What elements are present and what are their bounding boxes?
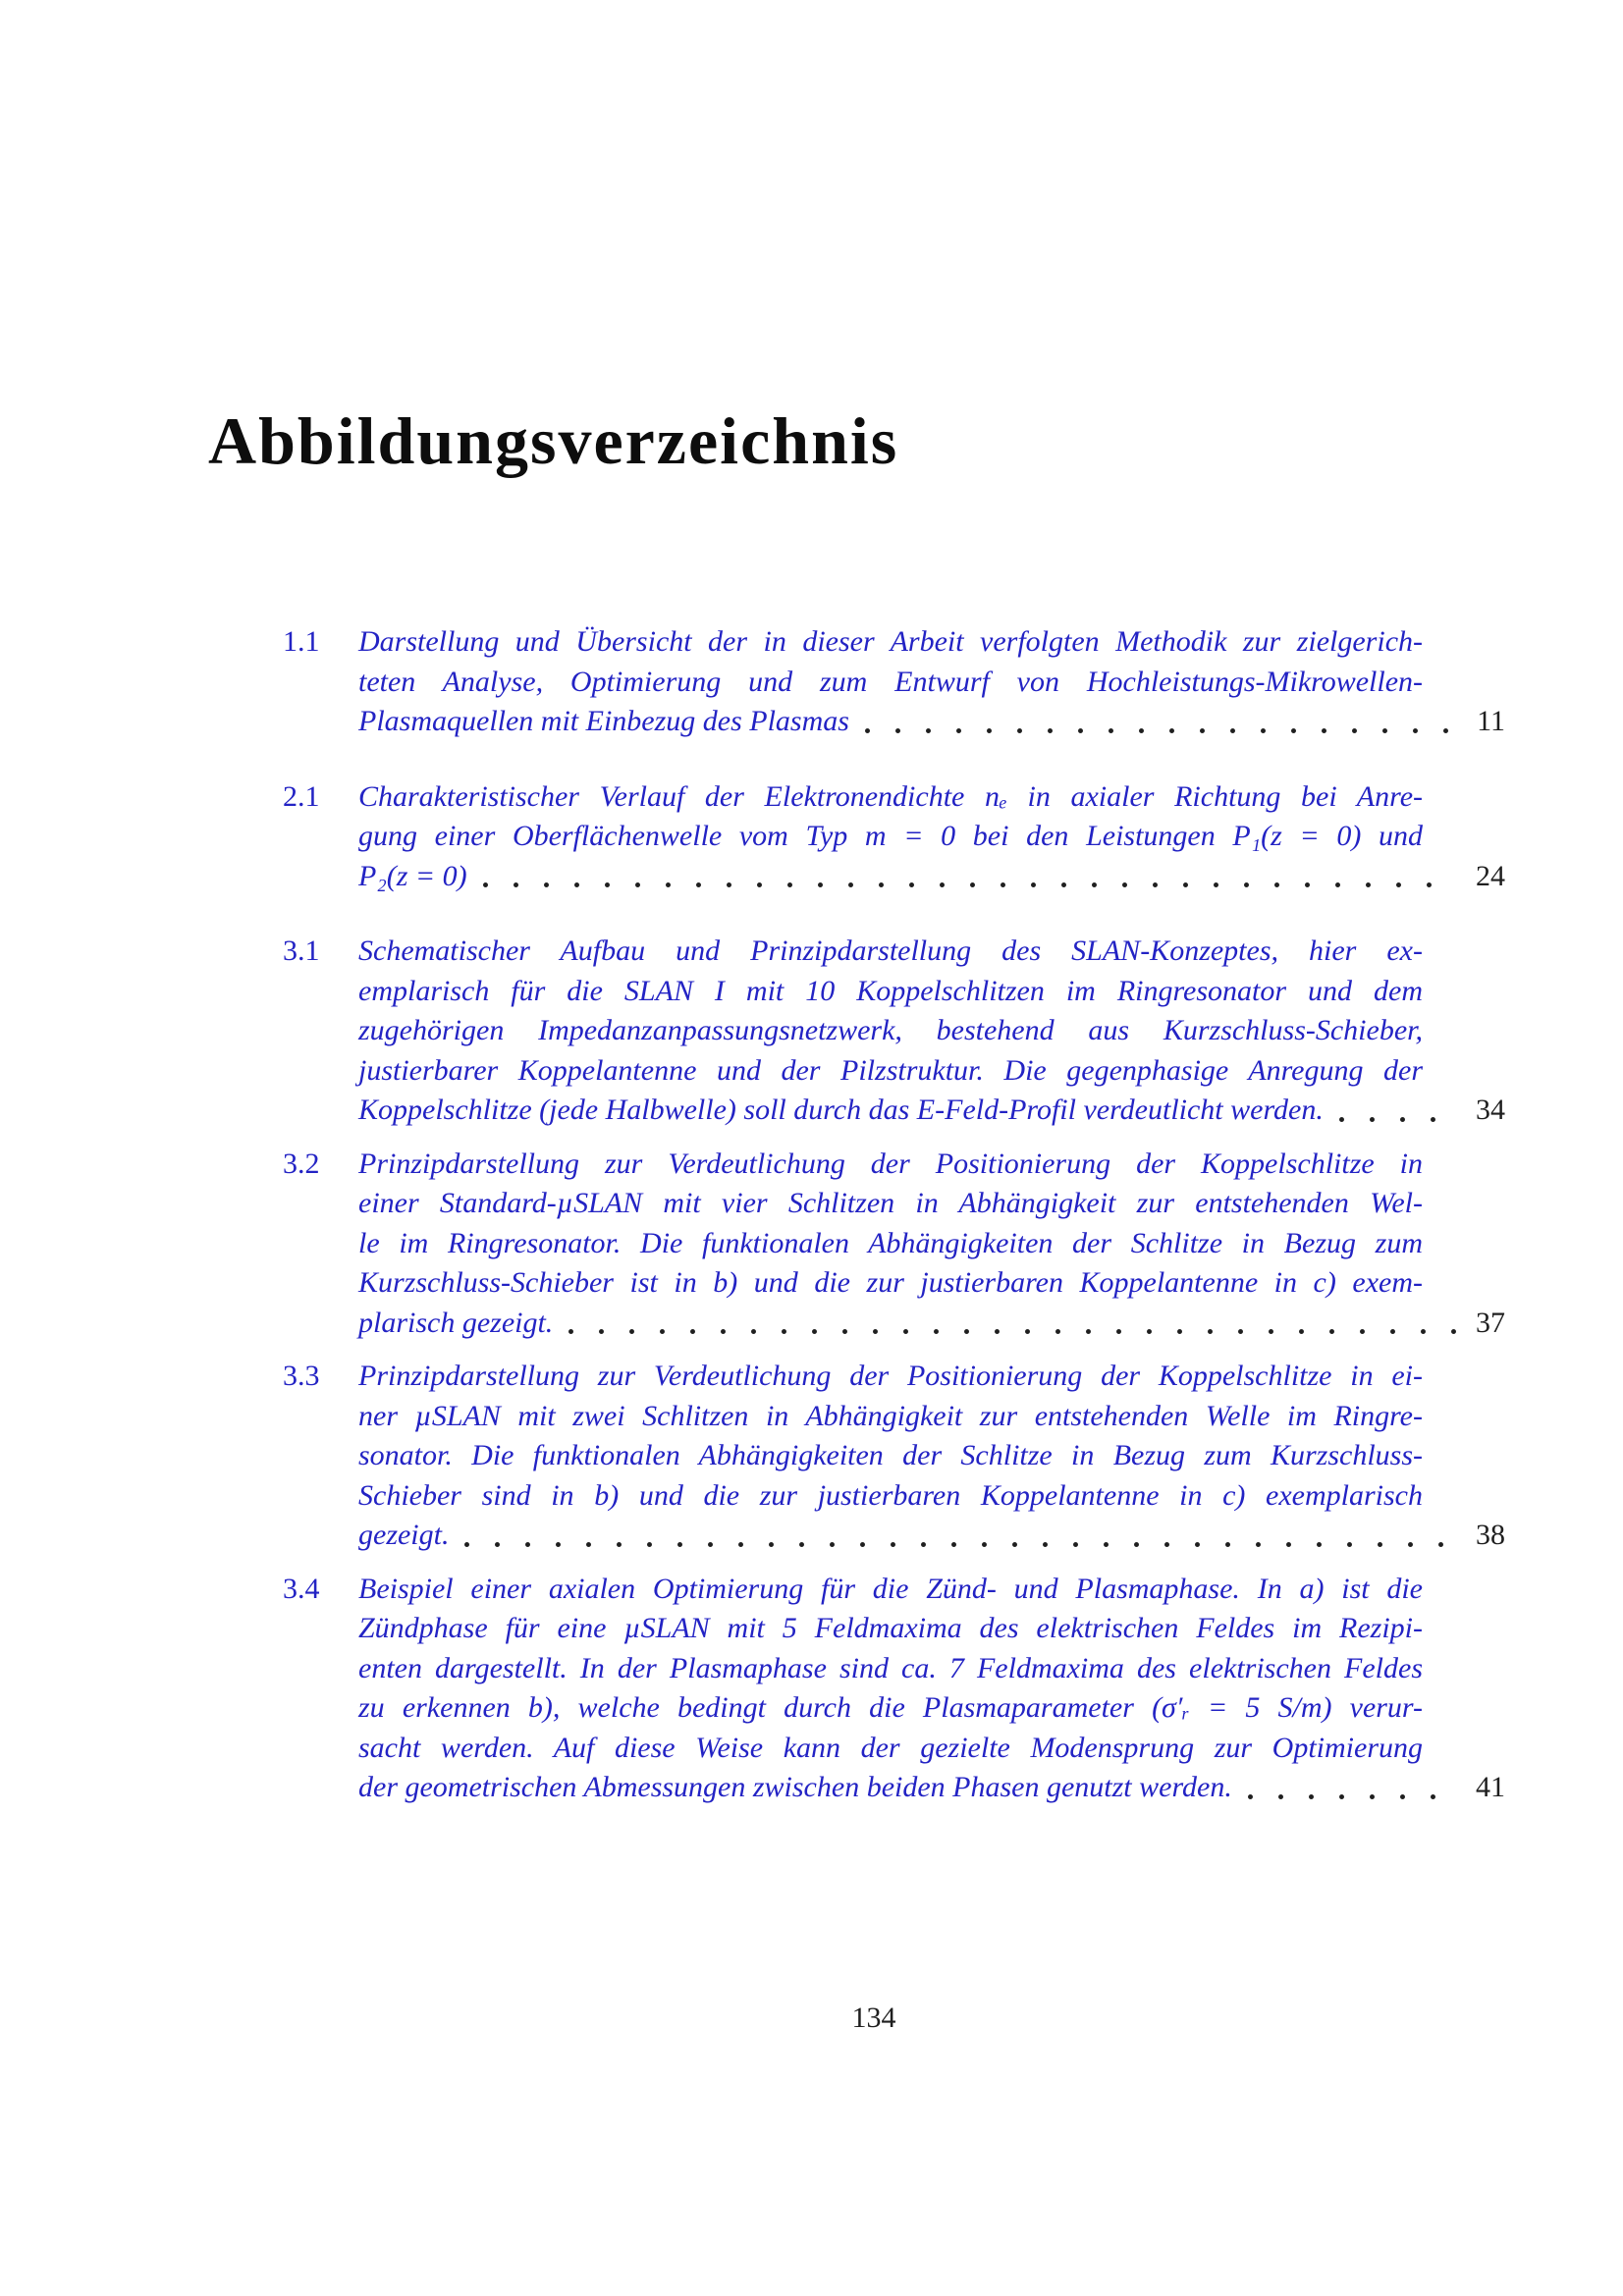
entry-page-number: 38 <box>1476 1519 1505 1551</box>
entry-page-number: 24 <box>1476 859 1505 892</box>
lof-entry[interactable] <box>283 932 1505 1131</box>
lof-entry[interactable] <box>283 777 1505 897</box>
entry-text-line[interactable]: Kurzschluss-Schieber ist in b) und die zur justierbaren Koppelantenne in c) exem- <box>358 1266 1423 1299</box>
entry-text-line[interactable]: Beispiel einer axialen Optimierung für die Zünd- und Plasmaphase. In a) ist die <box>358 1572 1423 1605</box>
entry-text-line[interactable]: sonator. Die funktionalen Abhängigkeiten der Schlitze in Bezug zum Kurzschluss- <box>358 1439 1423 1471</box>
entry-text <box>358 1357 1505 1556</box>
entry-text-line[interactable]: Darstellung und Übersicht der in dieser Arbeit verfolgten Methodik zur zielgerich- <box>358 625 1423 658</box>
entry-last-line <box>358 702 1505 742</box>
entry-text-line[interactable]: einer Standard-µSLAN mit vier Schlitzen in Abhängigkeit zur entstehenden Wel- <box>358 1187 1423 1219</box>
entry-text-line[interactable]: enten dargestellt. In der Plasmaphase sind ca. 7 Feldmaxima des elektrischen Feldes <box>358 1651 1423 1684</box>
entry-text-line[interactable]: der geometrischen Abmessungen zwischen beiden Phasen genutzt werden. <box>358 1771 1232 1803</box>
entry-last-line <box>358 1091 1505 1131</box>
lof-entry[interactable] <box>283 1570 1505 1808</box>
entry-text-line[interactable]: sacht werden. Auf diese Weise kann der gezielte Modensprung zur Optimierung <box>358 1731 1423 1764</box>
entry-text-line[interactable]: ner µSLAN mit zwei Schlitzen in Abhängigkeit zur entstehenden Welle im Ringre- <box>358 1399 1423 1432</box>
entry-text-line[interactable]: zugehörigen Impedanzanpassungsnetzwerk, bestehend aus Kurzschluss-Schieber, <box>358 1014 1423 1046</box>
lof-entry[interactable] <box>283 1357 1505 1556</box>
page-number-footer <box>852 1999 896 2038</box>
entry-text-line[interactable]: P₂(z = 0) <box>358 859 467 892</box>
entry-page-number: 37 <box>1476 1306 1505 1339</box>
entry-last-line <box>358 1516 1505 1556</box>
lof-entry[interactable] <box>283 622 1505 742</box>
entry-last-line <box>358 1304 1505 1344</box>
dot-leader <box>865 702 1456 742</box>
entry-text <box>358 622 1505 742</box>
entry-text-line[interactable]: Schieber sind in b) und die zur justierbaren Koppelantenne in c) exemplarisch <box>358 1478 1423 1512</box>
dot-leader <box>568 1304 1456 1344</box>
entry-text-line[interactable]: Zündphase für eine µSLAN mit 5 Feldmaxima des elektrischen Feldes im Rezipi- <box>358 1612 1423 1644</box>
page-number: 134 <box>851 2002 896 2034</box>
entry-number[interactable]: 3.1 <box>283 934 320 967</box>
list-of-figures <box>283 622 1505 1822</box>
lof-entry[interactable] <box>283 1145 1505 1344</box>
dot-leader <box>1248 1768 1456 1808</box>
entry-text <box>358 777 1505 897</box>
entry-number[interactable]: 3.2 <box>283 1147 320 1180</box>
entry-text-line[interactable]: teten Analyse, Optimierung und zum Entwurf von Hochleistungs-Mikrowellen- <box>358 665 1423 698</box>
entry-text-line[interactable]: justierbarer Koppelantenne und der Pilzstruktur. Die gegenphasige Anregung der <box>358 1053 1423 1087</box>
entry-text <box>358 1145 1505 1344</box>
entry-page-number: 34 <box>1476 1094 1505 1126</box>
entry-text-line[interactable]: gung einer Oberflächenwelle vom Typ m = 0 bei den Leistungen P₁(z = 0) und <box>358 820 1423 852</box>
page-title: Abbildungsverzeichnis <box>208 403 899 478</box>
entry-number[interactable]: 1.1 <box>283 625 320 658</box>
entry-number[interactable]: 2.1 <box>283 779 320 813</box>
entry-number[interactable]: 3.4 <box>283 1572 320 1605</box>
entry-text-line[interactable]: Plasmaquellen mit Einbezug des Plasmas <box>358 705 849 737</box>
entry-page-number: 11 <box>1477 705 1505 737</box>
entry-text-line[interactable]: zu erkennen b), welche bedingt durch die Plasmaparameter (σ′ᵣ = 5 S/m) verur- <box>358 1691 1423 1724</box>
entry-text-line[interactable]: Koppelschlitze (jede Halbwelle) soll durch das E-Feld-Profil verdeutlicht werden. <box>358 1094 1324 1126</box>
entry-text-line[interactable]: plarisch gezeigt. <box>358 1306 554 1339</box>
dot-leader <box>483 857 1456 897</box>
entry-page-number: 41 <box>1476 1771 1505 1803</box>
entry-text-line[interactable]: le im Ringresonator. Die funktionalen Abhängigkeiten der Schlitze in Bezug zum <box>358 1226 1423 1259</box>
entry-last-line <box>358 1768 1505 1808</box>
entry-text-line[interactable]: Charakteristischer Verlauf der Elektronendichte nₑ in axialer Richtung bei Anre- <box>358 779 1423 813</box>
entry-text <box>358 1570 1505 1808</box>
dot-leader <box>464 1516 1456 1556</box>
entry-text <box>358 932 1505 1131</box>
entry-text-line[interactable]: Schematischer Aufbau und Prinzipdarstellung des SLAN-Konzeptes, hier ex- <box>358 934 1423 967</box>
dot-leader <box>1339 1091 1456 1131</box>
entry-number[interactable]: 3.3 <box>283 1360 320 1392</box>
entry-last-line <box>358 857 1505 897</box>
entry-text-line[interactable]: Prinzipdarstellung zur Verdeutlichung der Positionierung der Koppelschlitze in <box>358 1147 1423 1180</box>
entry-text-line[interactable]: gezeigt. <box>358 1519 450 1551</box>
entry-text-line[interactable]: Prinzipdarstellung zur Verdeutlichung der Positionierung der Koppelschlitze in ei- <box>358 1360 1423 1392</box>
entry-text-line[interactable]: emplarisch für die SLAN I mit 10 Koppelschlitzen im Ringresonator und dem <box>358 974 1423 1007</box>
